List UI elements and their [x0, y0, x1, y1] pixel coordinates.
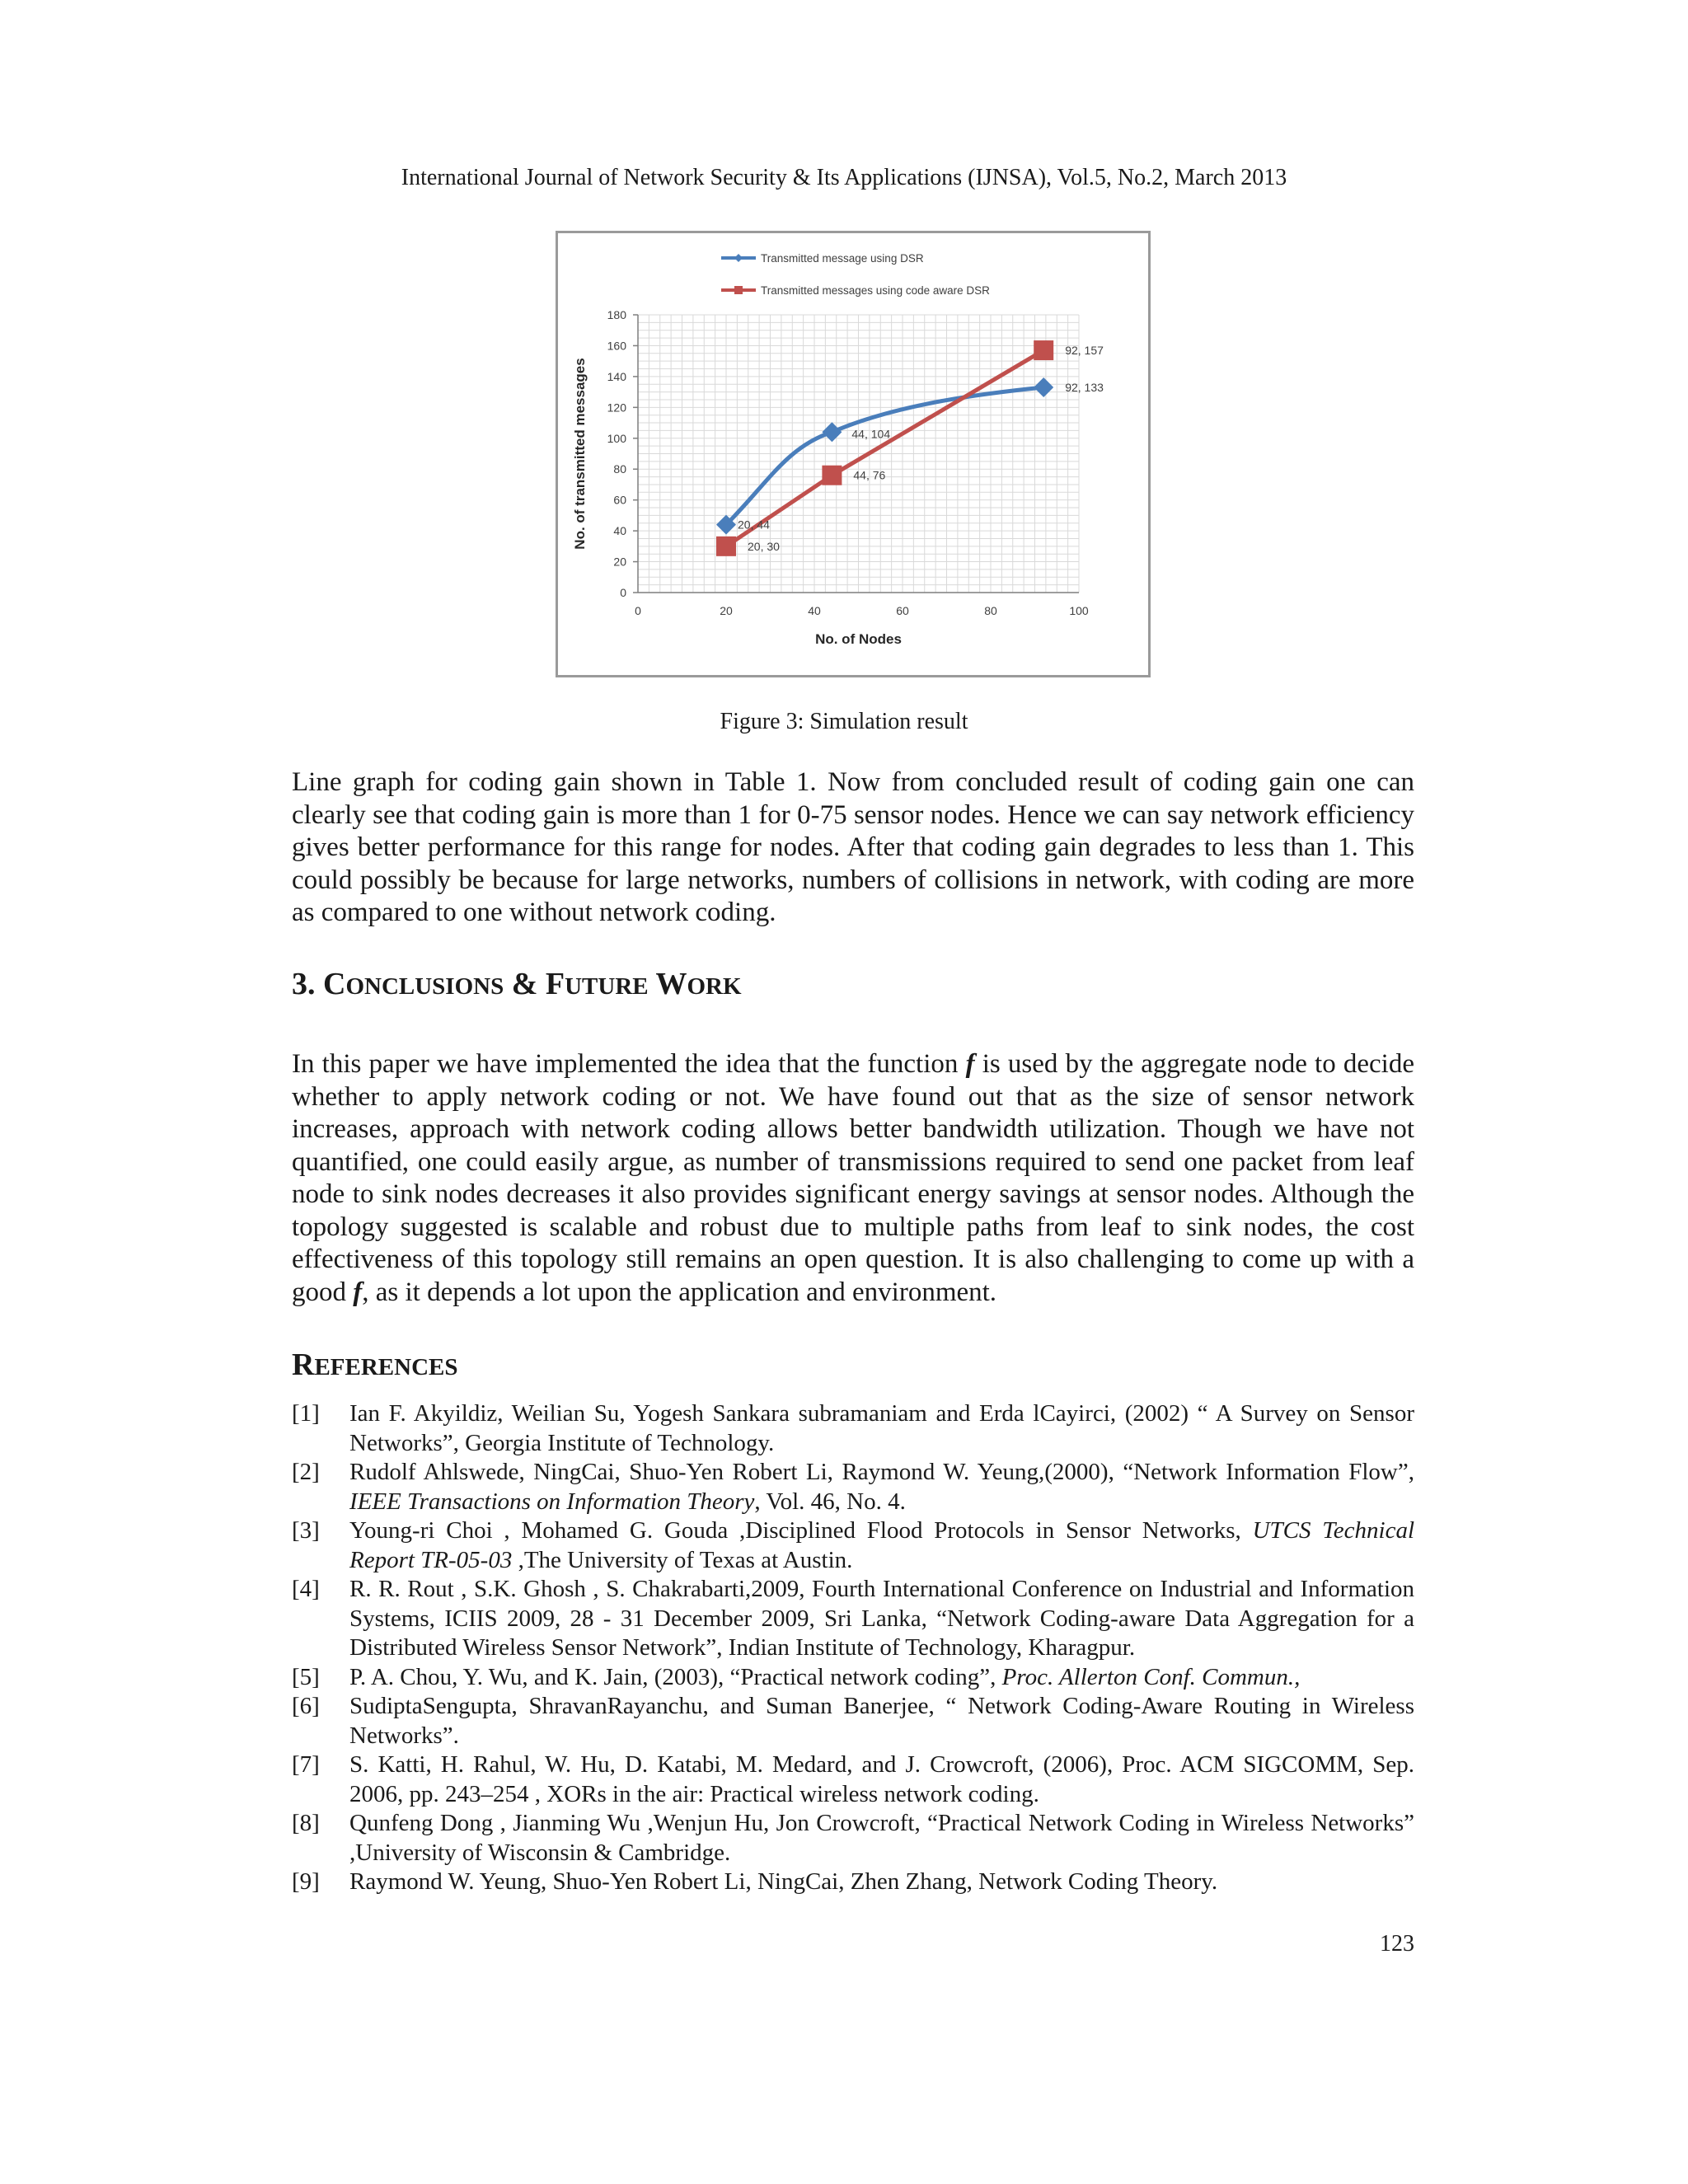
- reference-text: R. R. Rout , S.K. Ghosh , S. Chakrabarti,2009, Fourth International Conference on Industrial and Information Systems, ICIIS 2009, 28 - 31 December 2009, Sri Lanka, “Network Coding-aware Data Aggregation for a Distributed Wireless Sensor Network”, Indian Institute of Technology, Kharagpur.: [349, 1576, 1414, 1661]
- paragraph-coding-gain: Line graph for coding gain shown in Table 1. Now from concluded result of coding gain one can clearly see that coding gain is more than 1 for 0-75 sensor nodes. Hence we can say network efficiency gives better performance for this range for nodes. After that coding gain degrades to less than 1. This could possibly be because for large networks, numbers of collisions in network, with coding are more as compared to one without network coding.: [292, 767, 1414, 927]
- x-tick-label: 60: [896, 604, 909, 617]
- y-tick-label: 40: [613, 524, 626, 538]
- legend-marker-diamond: [734, 254, 743, 262]
- reference-journal: Proc. Allerton Conf. Commun.,: [1001, 1663, 1301, 1690]
- reference-item: [292, 1692, 1414, 1750]
- reference-item: [292, 1663, 1414, 1693]
- y-tick-label: 80: [613, 462, 626, 476]
- reference-text-part: ,The University of Texas at Austin.: [512, 1546, 853, 1573]
- reference-journal: IEEE Transactions on Information Theory: [349, 1488, 755, 1515]
- reference-number: [1]: [292, 1400, 320, 1427]
- chart-svg: [558, 233, 1148, 675]
- x-tick-label: 0: [635, 604, 641, 617]
- reference-journal: UTCS Technical Report TR-05-03: [349, 1517, 1414, 1573]
- section-word-1-initial: C: [323, 967, 346, 1001]
- section-word-1-rest: ONCLUSIONS: [345, 973, 504, 1000]
- data-label-code-aware-dsr: 20, 30: [748, 539, 780, 553]
- reference-number: [9]: [292, 1868, 320, 1895]
- figure-caption: Figure 3: Simulation result: [720, 709, 968, 734]
- reference-text-part: Rudolf Ahlswede, NingCai, Shuo-Yen Robert Li, Raymond W. Yeung,(2000), “Network Information Flow”,: [349, 1459, 1414, 1485]
- data-point-code-aware-dsr: [716, 537, 736, 556]
- reference-item: [292, 1750, 1414, 1809]
- reference-number: [4]: [292, 1576, 320, 1602]
- reference-item: [292, 1399, 1414, 1458]
- reference-number: [3]: [292, 1517, 320, 1544]
- data-label-code-aware-dsr: 44, 76: [853, 468, 886, 482]
- function-symbol: f: [965, 1049, 975, 1079]
- y-axis-label: No. of transmitted messages: [572, 358, 588, 550]
- reference-item: [292, 1458, 1414, 1516]
- figure-chart: [556, 231, 1151, 677]
- series-line-code-aware-dsr: [726, 350, 1043, 546]
- reference-text: S. Katti, H. Rahul, W. Hu, D. Katabi, M. Medard, and J. Crowcroft, (2006), Proc. ACM SIGCOMM, Sep. 2006, pp. 243–254 , XORs in the air: Practical wireless network coding.: [349, 1751, 1414, 1807]
- data-label-dsr: 44, 104: [851, 427, 891, 441]
- data-point-code-aware-dsr: [822, 466, 842, 485]
- section-title-conclusions: [292, 966, 742, 1002]
- x-tick-label: 100: [1069, 604, 1089, 617]
- reference-item: [292, 1575, 1414, 1663]
- section-word-3-initial: W: [655, 967, 687, 1001]
- y-tick-label: 160: [607, 339, 626, 353]
- reference-item: [292, 1809, 1414, 1868]
- section-number: 3.: [292, 967, 323, 1001]
- legend-label: Transmitted messages using code aware DSR: [761, 284, 990, 297]
- y-tick-label: 60: [613, 493, 626, 507]
- reference-number: [6]: [292, 1693, 320, 1719]
- reference-text-part: , Vol. 46, No. 4.: [754, 1488, 906, 1515]
- reference-text: SudiptaSengupta, ShravanRayanchu, and Suman Banerjee, “ Network Coding-Aware Routing in Wireless Networks”.: [349, 1693, 1414, 1749]
- references-list: [292, 1399, 1414, 1897]
- section-word-2-rest: UTURE: [565, 973, 649, 1000]
- data-label-code-aware-dsr: 92, 157: [1065, 344, 1104, 358]
- y-tick-label: 100: [607, 431, 626, 445]
- references-title-rest: EFERENCES: [314, 1354, 458, 1380]
- conclusions-text-1: In this paper we have implemented the idea that the function: [292, 1049, 966, 1079]
- function-symbol: f: [353, 1277, 363, 1307]
- y-tick-label: 180: [607, 308, 626, 321]
- reference-number: [8]: [292, 1810, 320, 1836]
- y-tick-label: 120: [607, 401, 626, 415]
- conclusions-text-2: is used by the aggregate node to decide whether to apply network coding or not. We have found out that as the size of sensor network increases, approach with network coding allows better bandwidth utilization. Though we have not quantified, one could easily argue, as number of transmissions required to send one packet from leaf node to sink nodes decreases it also provides significant energy savings at sensor nodes. Although the topology suggested is scalable and robust due to multiple paths from leaf to sink nodes, the cost effectiveness of this topology still remains an open question. It is also challenging to come up with a good: [292, 1049, 1414, 1307]
- reference-text: Qunfeng Dong , Jianming Wu ,Wenjun Hu, Jon Crowcroft, “Practical Network Coding in Wireless Networks” ,University of Wisconsin & Cambridge.: [349, 1810, 1414, 1866]
- data-label-dsr: 92, 133: [1065, 380, 1104, 394]
- x-tick-label: 80: [984, 604, 997, 617]
- journal-header: International Journal of Network Security & Its Applications (IJNSA), Vol.5, No.2, March 2013: [401, 165, 1287, 190]
- reference-number: [2]: [292, 1459, 320, 1485]
- data-point-dsr: [1034, 377, 1053, 397]
- y-tick-label: 140: [607, 369, 626, 383]
- reference-text: [349, 1458, 1414, 1516]
- section-word-2-initial: F: [545, 967, 565, 1001]
- page-number: 123: [1380, 1931, 1414, 1957]
- data-point-code-aware-dsr: [1034, 340, 1053, 360]
- reference-text-part: Young-ri Choi , Mohamed G. Gouda ,Disciplined Flood Protocols in Sensor Networks,: [349, 1517, 1253, 1544]
- x-axis-label: No. of Nodes: [815, 631, 902, 647]
- references-title: [292, 1347, 458, 1383]
- conclusions-text-3: , as it depends a lot upon the application and environment.: [362, 1277, 997, 1307]
- paragraph-conclusions: [292, 1048, 1414, 1309]
- reference-text: Raymond W. Yeung, Shuo-Yen Robert Li, NingCai, Zhen Zhang, Network Coding Theory.: [349, 1868, 1218, 1895]
- data-label-dsr: 20, 44: [738, 518, 770, 532]
- reference-text: [349, 1663, 1414, 1693]
- reference-text: Ian F. Akyildiz, Weilian Su, Yogesh Sankara subramaniam and Erda lCayirci, (2002) “ A Survey on Sensor Networks”, Georgia Institute of Technology.: [349, 1400, 1414, 1456]
- section-ampersand: &: [504, 967, 546, 1001]
- references-title-initial: R: [292, 1347, 315, 1382]
- legend-marker-square: [734, 286, 743, 294]
- legend-label: Transmitted message using DSR: [761, 252, 924, 265]
- reference-number: [7]: [292, 1751, 320, 1778]
- reference-number: [5]: [292, 1663, 320, 1690]
- reference-text-part: P. A. Chou, Y. Wu, and K. Jain, (2003), “Practical network coding”,: [349, 1663, 1002, 1690]
- reference-text: [349, 1516, 1414, 1575]
- series-line-dsr: [726, 387, 1043, 525]
- section-word-3-rest: ORK: [687, 973, 742, 1000]
- y-tick-label: 20: [613, 555, 626, 569]
- x-tick-label: 20: [720, 604, 733, 617]
- x-tick-label: 40: [808, 604, 821, 617]
- reference-item: [292, 1868, 1414, 1897]
- reference-item: [292, 1516, 1414, 1575]
- y-tick-label: 0: [620, 586, 626, 599]
